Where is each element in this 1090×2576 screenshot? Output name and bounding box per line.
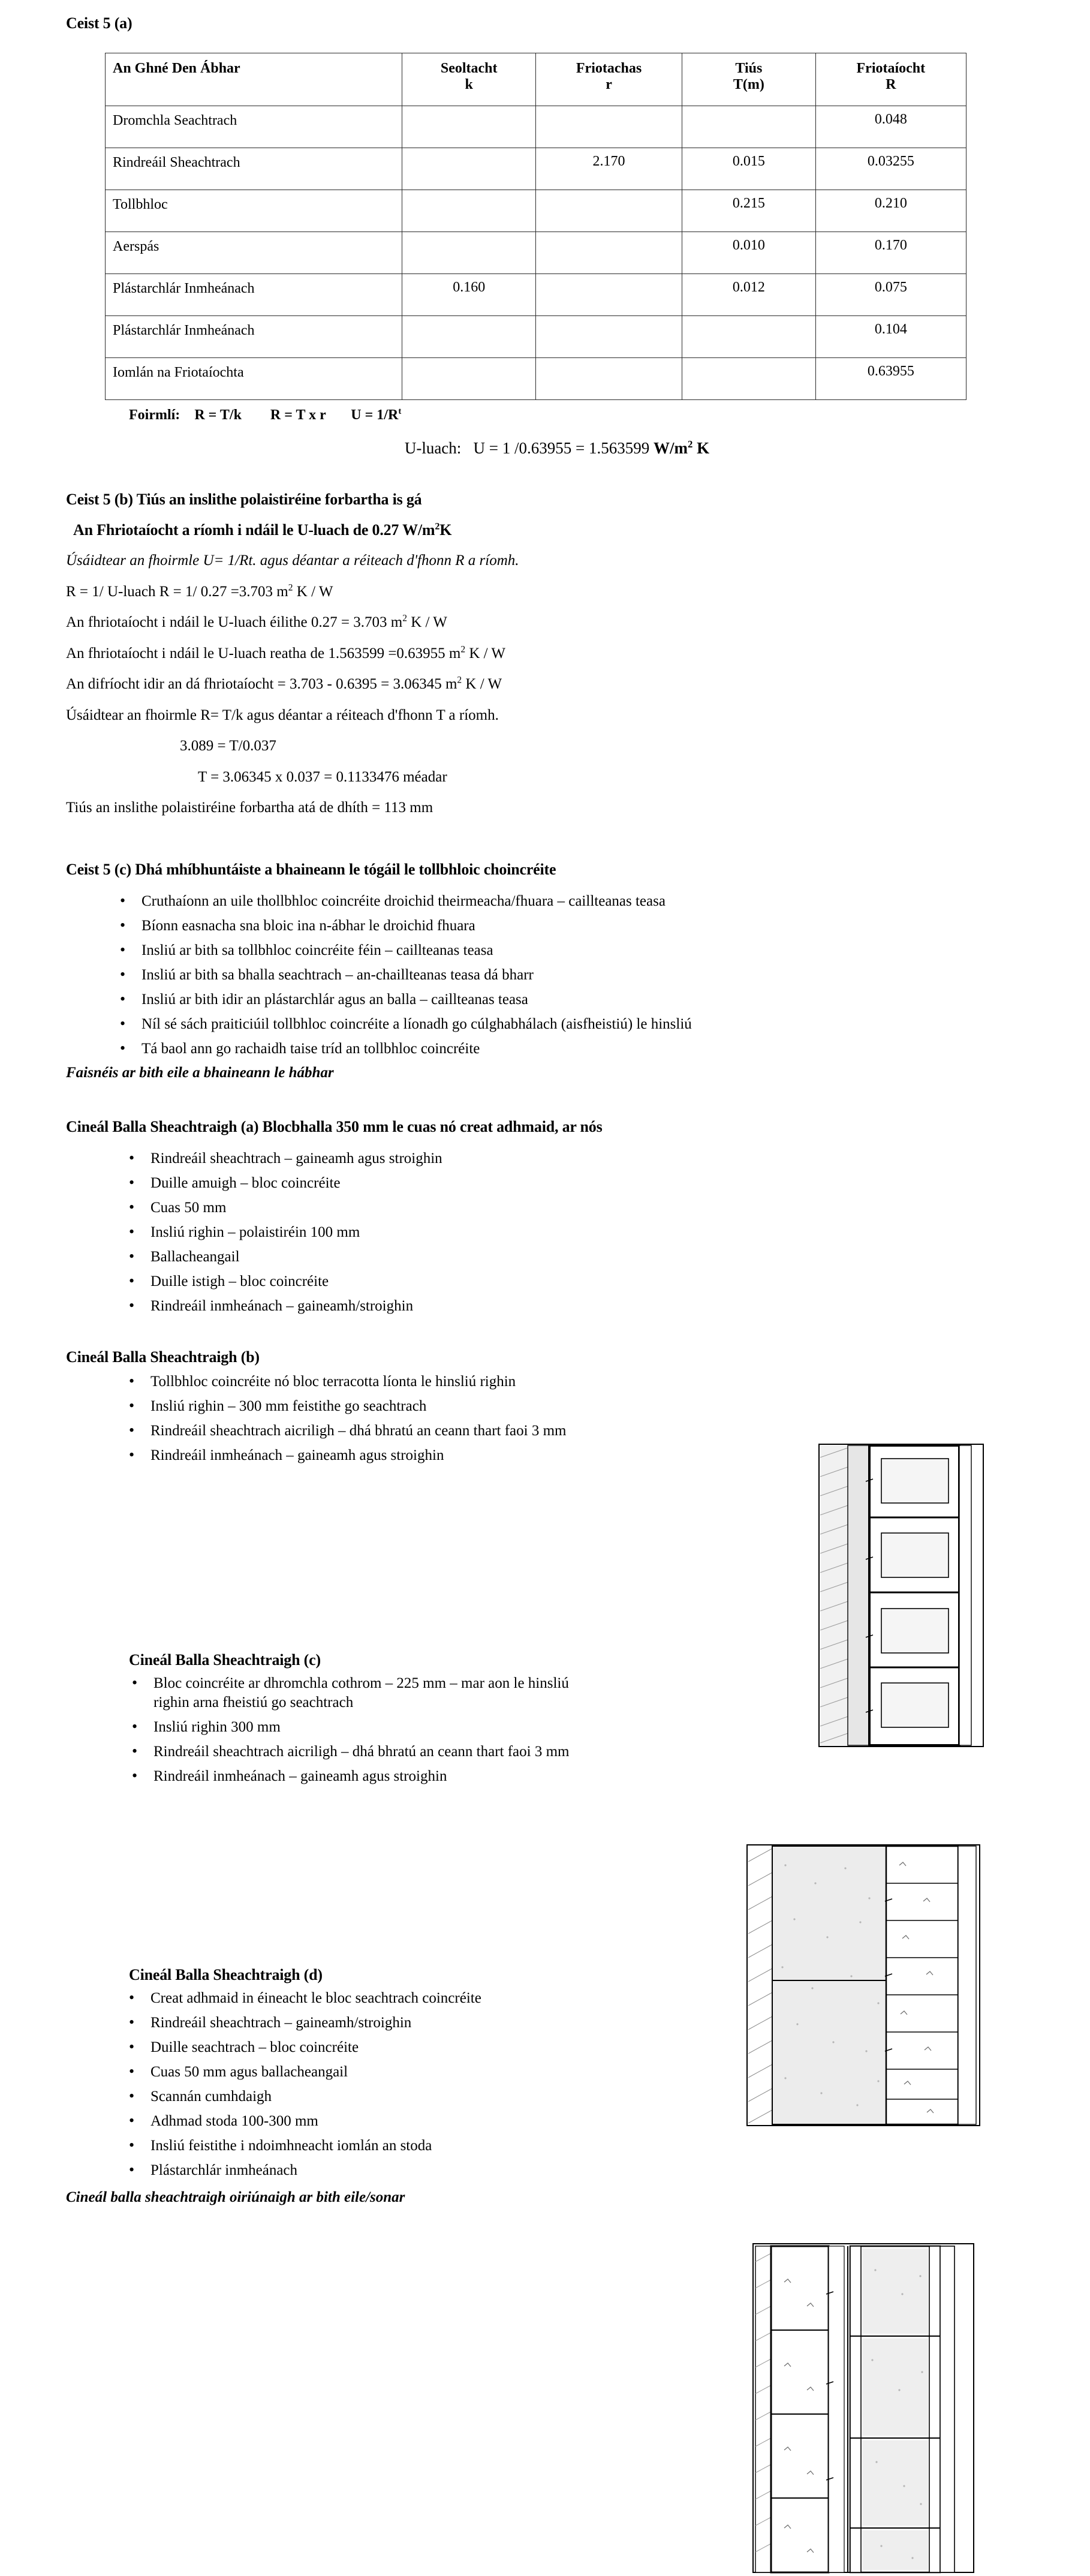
- list-item: • Bíonn easnacha sna bloic ina n-ábhar le droichid fhuara: [120, 916, 1090, 936]
- cell-r: [535, 232, 682, 274]
- header-resistivity: Friotachas r: [535, 53, 682, 106]
- cell-k: [402, 232, 536, 274]
- list-item: • Cruthaíonn an uile thollbhloc coincréite droichid theirmeacha/fhuara – caillteanas teasa: [120, 892, 1090, 911]
- table-header-row: [106, 53, 966, 106]
- cell-t: 0.012: [682, 274, 816, 316]
- cell-material: Iomlán na Friotaíochta: [106, 358, 402, 400]
- section-b-title: Ceist 5 (b) Tiús an inslithe polaistiréine forbartha is gá: [66, 491, 422, 508]
- cell-r: 2.170: [535, 148, 682, 190]
- cell-r: [535, 358, 682, 400]
- section-b-line-required: An fhriotaíocht i ndáil le U-luach éilithe 0.27 = 3.703 $m^2$ K / W: [66, 613, 447, 630]
- list-item: • Níl sé sách praiticiúil tollbhloc coincréite a líonadh go cúlghabhálach (aisfheistiú) le hinsliú: [120, 1015, 1090, 1034]
- list-item: • Bloc coincréite ar dhromchla cothrom – 225 mm – mar aon le hinsliú righin arna fheistiú go seachtrach: [132, 1674, 606, 1712]
- u-value-table: [105, 53, 966, 400]
- list-item: • Rindreáil inmheánach – gaineamh/stroighin: [129, 1297, 1090, 1316]
- cell-R: 0.03255: [815, 148, 966, 190]
- cell-t: [682, 358, 816, 400]
- header-resistance: Friotaíocht R: [815, 53, 966, 106]
- cell-material: Dromchla Seachtrach: [106, 106, 402, 148]
- section-b-heading2: An Fhriotaíocht a ríomh i ndáil le U-luach de 0.27 $W/m^2K$: [73, 521, 452, 539]
- formula-r-txr: R = T x r: [270, 407, 326, 423]
- list-item: • Insliú righin – polaistiréin 100 mm: [129, 1223, 1090, 1242]
- cell-k: [402, 358, 536, 400]
- section-b-result: Tiús an inslithe polaistiréine forbartha atá de dhíth = 113 mm: [66, 799, 433, 816]
- table-row: [106, 232, 966, 274]
- list-item: • Creat adhmaid in éineacht le bloc seachtrach coincréite: [129, 1989, 1090, 2008]
- list-item: • Duille amuigh – bloc coincréite: [129, 1174, 1090, 1193]
- formula-u-1r: $U = 1/R^t$: [351, 407, 402, 423]
- cell-R: 0.104: [815, 316, 966, 358]
- wall-type-d-block: [0, 1966, 1090, 2207]
- cell-k: [402, 190, 536, 232]
- cell-material: Plástarchlár Inmheánach: [106, 316, 402, 358]
- cell-t: 0.015: [682, 148, 816, 190]
- wall-section-drawing-d: [749, 2240, 977, 2576]
- list-item: • Insliú ar bith sa bhalla seachtrach – an-chaillteanas teasa dá bharr: [120, 966, 1090, 985]
- cell-k: [402, 316, 536, 358]
- list-item: • Insliú righin – 300 mm feistithe go seachtrach: [129, 1397, 1090, 1416]
- wall-type-c-title: Cineál Balla Sheachtraigh (c): [129, 1651, 321, 1669]
- section-b-calc-1: 3.089 = T/0.037: [180, 738, 276, 754]
- cell-t: 0.010: [682, 232, 816, 274]
- list-item: • Rindreáil inmheánach – gaineamh agus stroighin: [132, 1767, 606, 1786]
- formula-row: [129, 407, 1090, 423]
- list-item: • Tollbhloc coincréite nó bloc terracotta líonta le hinsliú righin: [129, 1372, 1090, 1391]
- list-item: • Insliú ar bith idir an plástarchlár agus an balla – caillteanas teasa: [120, 990, 1090, 1009]
- wall-type-a-bullet-list: [0, 1149, 1090, 1316]
- cell-k: [402, 106, 536, 148]
- list-item: • Insliú feistithe i ndoimhneacht iomlán an stoda: [129, 2136, 1090, 2156]
- section-b-line-r: R = 1/ U-luach R = 1/ 0.27 =3.703 $m^2$ K / W: [66, 582, 333, 600]
- cell-t: [682, 106, 816, 148]
- list-item: • Duille seachtrach – bloc coincréite: [129, 2038, 1090, 2057]
- list-item: • Adhmad stoda 100-300 mm: [129, 2112, 1090, 2131]
- cell-r: [535, 274, 682, 316]
- cell-t: 0.215: [682, 190, 816, 232]
- wall-type-a-title: Cineál Balla Sheachtraigh (a) Blocbhalla 350 mm le cuas nó creat adhmaid, ar nós: [66, 1118, 603, 1135]
- formula-label: Foirmlí:: [129, 407, 180, 423]
- cell-r: [535, 106, 682, 148]
- cell-material: Tollbhloc: [106, 190, 402, 232]
- section-c: [0, 861, 1090, 1083]
- cell-R: 0.075: [815, 274, 966, 316]
- header-material: An Ghné Den Ábhar: [106, 53, 402, 106]
- cell-R: 0.170: [815, 232, 966, 274]
- cell-k: [402, 148, 536, 190]
- cell-material: Aerspás: [106, 232, 402, 274]
- table-row-total: [106, 358, 966, 400]
- cell-material: Rindreáil Sheachtrach: [106, 148, 402, 190]
- table-row: [106, 316, 966, 358]
- formula-r-tk: R = T/k: [194, 407, 242, 423]
- cell-r: [535, 190, 682, 232]
- wall-type-b-title: Cineál Balla Sheachtraigh (b): [66, 1348, 260, 1366]
- wall-type-d-bullet-list: [0, 1989, 1090, 2180]
- section-b: [0, 478, 1090, 817]
- cell-R: 0.63955: [815, 358, 966, 400]
- list-item: • Plástarchlár inmheánach: [129, 2161, 1090, 2180]
- list-item: • Cuas 50 mm: [129, 1198, 1090, 1218]
- list-item: • Rindreáil inmheánach – gaineamh agus stroighin: [129, 1446, 1090, 1465]
- section-b-formula-note: Úsáidtear an fhoirmle U= 1/Rt. agus déantar a réiteach d'fhonn R a ríomh.: [66, 552, 519, 569]
- wall-type-a-block: [0, 1118, 1090, 1316]
- wall-type-c-block: [0, 1651, 1090, 1786]
- u-value-expression: U = 1 /0.63955 = 1.563599: [473, 439, 650, 457]
- list-item: • Rindreáil sheachtrach – gaineamh/stroighin: [129, 2013, 1090, 2033]
- cell-material: Plástarchlár Inmheánach: [106, 274, 402, 316]
- header-conductivity: Seoltacht k: [402, 53, 536, 106]
- cell-t: [682, 316, 816, 358]
- u-value-label: U-luach:: [404, 439, 462, 457]
- table-row: [106, 148, 966, 190]
- list-item: • Tá baol ann go rachaidh taise tríd an tollbhloc coincréite: [120, 1039, 1090, 1059]
- section-b-line-difference: An difríocht idir an dá fhriotaíocht = 3.703 - 0.6395 = 3.06345 $m^2$ K / W: [66, 675, 502, 692]
- u-value-result: [0, 439, 1090, 458]
- list-item: • Cuas 50 mm agus ballacheangail: [129, 2063, 1090, 2082]
- table-row: [106, 274, 966, 316]
- cell-R: 0.048: [815, 106, 966, 148]
- list-item: • Rindreáil sheachtrach aicriligh – dhá bhratú an ceann thart faoi 3 mm: [132, 1742, 606, 1762]
- section-c-bullet-list: [0, 892, 1090, 1059]
- wall-section-drawing-d-svg: [749, 2240, 977, 2576]
- wall-type-c-bullet-list: [0, 1674, 606, 1786]
- list-item: • Rindreáil sheachtrach – gaineamh agus stroighin: [129, 1149, 1090, 1168]
- u-value-units: $W/m^2$ K: [654, 438, 710, 457]
- section-c-footnote: Faisnéis ar bith eile a bhaineann le hábhar: [66, 1064, 334, 1081]
- section-b-line-current: An fhriotaíocht i ndáil le U-luach reatha de 1.563599 =0.63955 $m^2$ K / W: [66, 644, 506, 662]
- cell-r: [535, 316, 682, 358]
- section-b-formula-note-2: Úsáidtear an fhoirmle R= T/k agus déantar a réiteach d'fhonn T a ríomh.: [66, 707, 499, 723]
- table-row: [106, 190, 966, 232]
- section-b-calc-2: T = 3.06345 x 0.037 = 0.1133476 méadar: [198, 768, 447, 785]
- list-item: • Insliú ar bith sa tollbhloc coincréite féin – caillteanas teasa: [120, 941, 1090, 960]
- list-item: • Ballacheangail: [129, 1248, 1090, 1267]
- list-item: • Rindreáil sheachtrach aicriligh – dhá bhratú an ceann thart faoi 3 mm: [129, 1421, 1090, 1441]
- section-c-title: Ceist 5 (c) Dhá mhíbhuntáiste a bhaineann le tógáil le tollbhloic choincréite: [66, 860, 556, 878]
- wall-type-d-footnote: Cineál balla sheachtraigh oiriúnaigh ar bith eile/sonar: [66, 2189, 405, 2205]
- wall-type-d-title: Cineál Balla Sheachtraigh (d): [129, 1966, 323, 1983]
- cell-R: 0.210: [815, 190, 966, 232]
- list-item: • Insliú righin 300 mm: [132, 1718, 606, 1737]
- header-thickness: Tiús T(m): [682, 53, 816, 106]
- table-row: [106, 106, 966, 148]
- list-item: • Duille istigh – bloc coincréite: [129, 1272, 1090, 1291]
- cell-k: 0.160: [402, 274, 536, 316]
- section-a-title: Ceist 5 (a): [66, 14, 133, 32]
- list-item: • Scannán cumhdaigh: [129, 2087, 1090, 2106]
